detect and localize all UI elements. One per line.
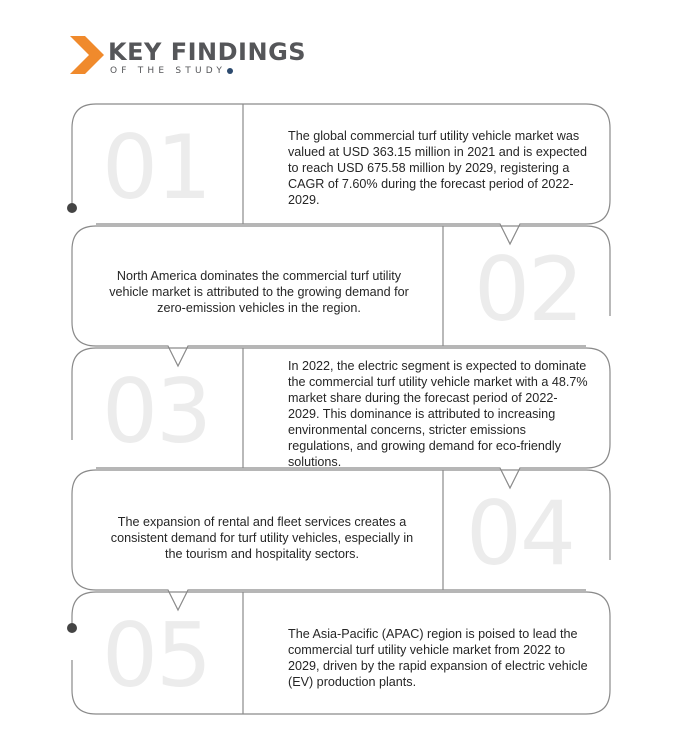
finding-text-5: The Asia-Pacific (APAC) region is poised to lead the commercial turf utility vehicle market from 2022 to 2029, driven by the rapid expansion of electric vehicle (EV) production plants. (288, 627, 588, 689)
page-subtitle: OF THE STUDY (110, 66, 233, 76)
finding-number-1: 01 (102, 116, 210, 219)
finding-number-2: 02 (474, 238, 582, 341)
finding-number-4: 04 (466, 482, 574, 585)
page-title: KEY FINDINGS (108, 38, 307, 66)
bullet-dot-icon (67, 623, 77, 633)
finding-text-2: North America dominates the commercial turf utility vehicle market is attributed to the growing demand for zero-emission vehicles in the region. (109, 269, 409, 315)
finding-number-3: 03 (102, 360, 210, 463)
finding-text-1: The global commercial turf utility vehicle market was valued at USD 363.15 million in 2021 and is expected to reach USD 675.58 million by 2029, registering a CAGR of 7.60% during the forecast period of 2022-2029. (288, 129, 587, 207)
finding-text-4: The expansion of rental and fleet services creates a consistent demand for turf utility vehicles, especially in the tourism and hospitality sectors. (110, 515, 414, 561)
bullet-dot-icon (67, 203, 77, 213)
finding-text-3: In 2022, the electric segment is expected to dominate the commercial turf utility vehicle market with a 48.7% market share during the forecast period of 2022-2029. This dominance is attributed to increasing environmental concerns, stricter emissions regulations, and growing demand for eco-friendly solutions. (288, 359, 588, 469)
finding-number-5: 05 (102, 604, 210, 707)
